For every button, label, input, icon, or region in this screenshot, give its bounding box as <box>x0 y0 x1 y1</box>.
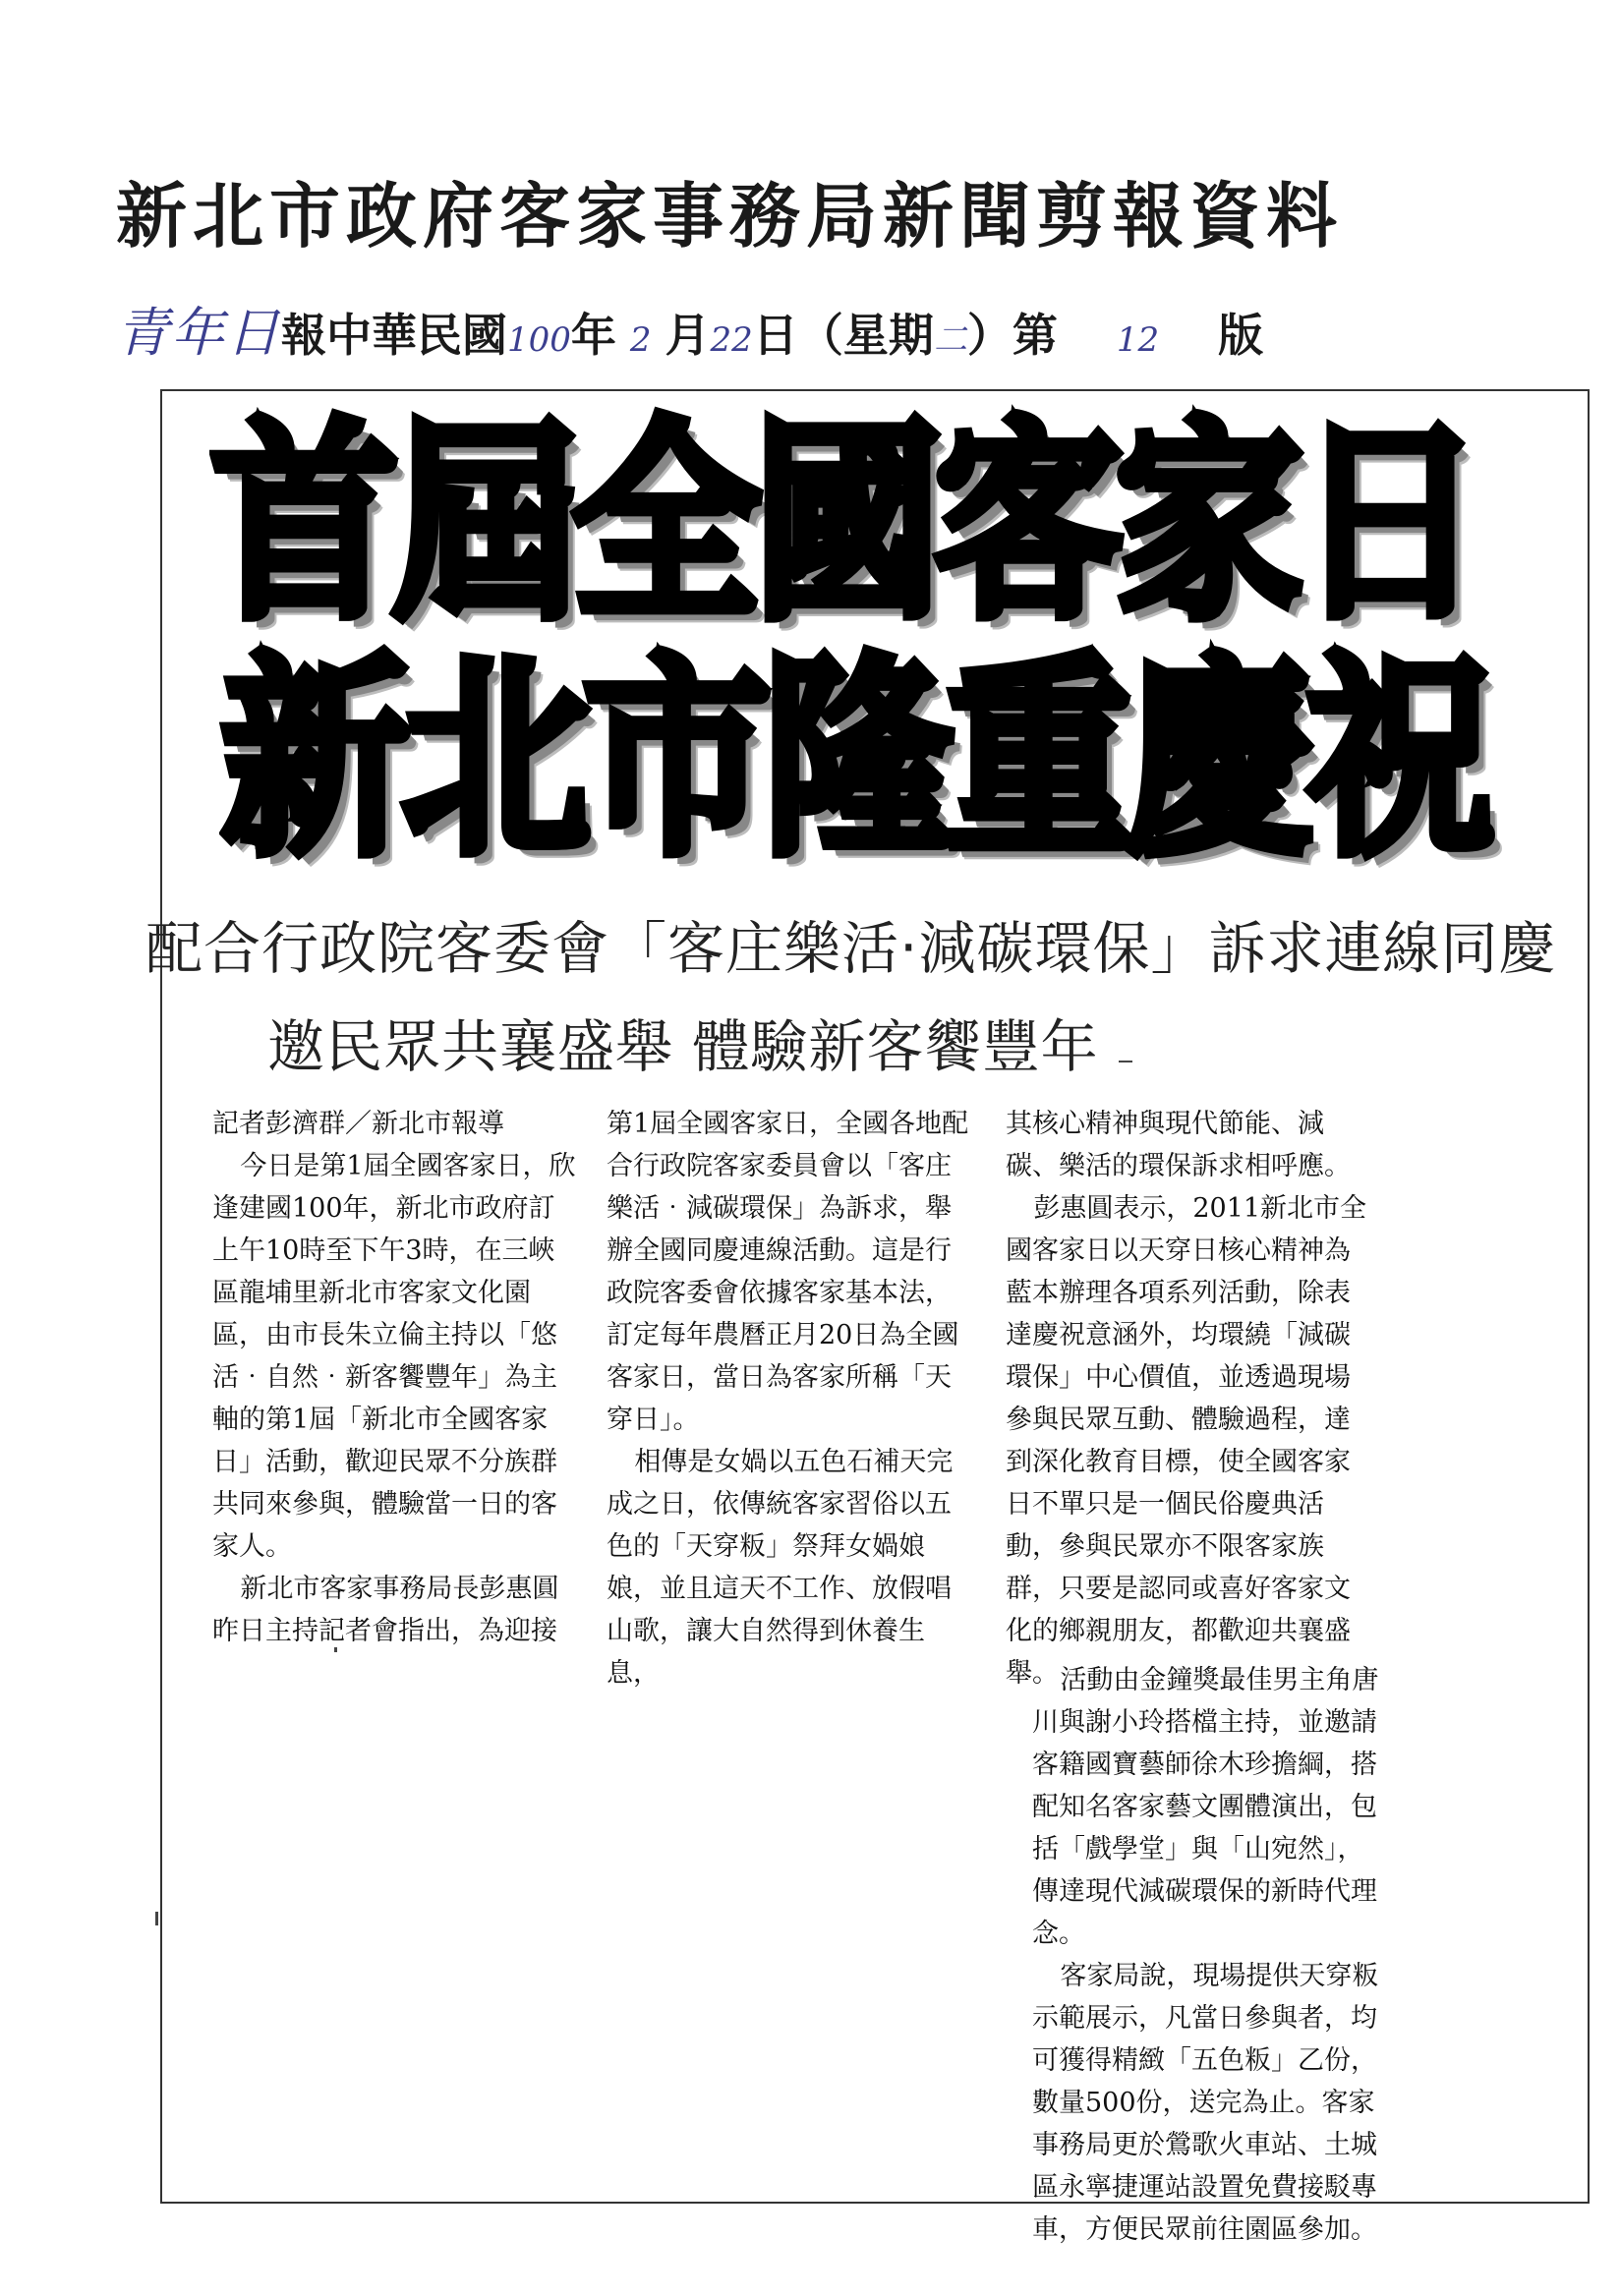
date-text-ri: 日（星期 <box>752 309 934 362</box>
publication-date-line <box>116 291 1263 367</box>
subheadline-2: 邀民眾共襄盛舉 體驗新客饗豐年 <box>267 1013 1099 1080</box>
page-number-handwritten: 12 <box>1116 320 1160 360</box>
paragraph: 新北市客家事務局長彭惠圓昨日主持記者會指出，為迎接 <box>212 1574 559 1646</box>
date-text-yue: 月 <box>665 309 711 362</box>
scan-speck <box>1119 1061 1132 1062</box>
paragraph: 第1屆全國客家日，全國各地配合行政院客家委員會以「客庄樂活‧減碳環保」為訴求，舉辦全國同慶連線活動。這是行政院客委會依據客家基本法，訂定每年農曆正月20日為全國客家日，當日為客家所稱「天穿日」。 <box>607 1109 969 1435</box>
date-text-di: ）第 <box>966 309 1058 362</box>
paragraph: 客家局說，現場提供天穿粄示範展示，凡當日參與者，均可獲得精緻「五色粄」乙份，數量500份，送完為止。客家事務局更於鶯歌火車站、土城區永寧捷運站設置免費接駁專車，方便民眾前往園區參加。 <box>1032 1961 1379 2245</box>
article-column-1 <box>212 1103 578 1652</box>
paragraph: 相傳是女媧以五色石補天完成之日，依傳統客家習俗以五色的「天穿粄」祭拜女媧娘娘，並且這天不工作、放假唱山歌，讓大自然得到休養生息， <box>607 1447 954 1689</box>
year-handwritten: 100 <box>507 320 571 360</box>
article-column-2 <box>607 1103 970 1694</box>
paragraph: 彭惠圓表示，2011新北市全國客家日以天穿日核心精神為藍本辦理各項系列活動，除表達慶祝意涵外，均環繞「減碳環保」中心價值，並透過現場參與民眾互動、體驗過程，達到深化教育目標，使全國客家日不單只是一個民俗慶典活動，參與民眾亦不限客家族群，只要是認同或喜好客家文化的鄉親朋友，都歡迎共襄盛舉。 <box>1006 1193 1367 1689</box>
paragraph: 活動由金鐘獎最佳男主角唐川與謝小玲搭檔主持，並邀請客籍國寶藝師徐木珍擔綱，搭配知名客家藝文團體演出，包括「戲學堂」與「山宛然」，傳達現代減碳環保的新時代理念。 <box>1032 1665 1379 1949</box>
date-text-ban: 版 <box>1218 309 1264 362</box>
scan-speck <box>155 1912 158 1925</box>
clipping-header-title: 新北市政府客家事務局新聞剪報資料 <box>116 175 1344 258</box>
paragraph: 其核心精神與現代節能、減碳、樂活的環保訴求相呼應。 <box>1006 1109 1351 1181</box>
scan-speck <box>334 1647 337 1652</box>
date-text-bao: 報中華民國 <box>281 309 507 362</box>
headline-line-1: 首屆全國客家日 <box>211 399 1478 648</box>
paragraph: 今日是第1屆全國客家日，欣逢建國100年，新北市政府訂上午10時至下午3時，在三峽區龍埔里新北市客家文化園區，由市長朱立倫主持以「悠活‧自然‧新客饗豐年」為主軸的第1屆「新北市全國客家日」活動，歡迎民眾不分族群共同來參與，體驗當一日的客家人。 <box>212 1151 576 1562</box>
byline: 記者彭濟群／新北市報導 <box>212 1109 504 1139</box>
day-handwritten: 22 <box>710 320 753 360</box>
subheadline-1: 配合行政院客委會「客庄樂活‧減碳環保」訴求連線同慶 <box>145 915 1557 982</box>
article-column-4 <box>1032 1659 1386 2251</box>
date-text-nian: 年 <box>570 309 616 362</box>
newspaper-name-handwritten: 青年日 <box>116 302 281 364</box>
weekday-handwritten: 二 <box>933 320 967 360</box>
article-column-3 <box>1006 1103 1374 1694</box>
month-handwritten: 2 <box>629 320 652 360</box>
headline-line-2: 新北市隆重慶祝 <box>222 635 1489 884</box>
